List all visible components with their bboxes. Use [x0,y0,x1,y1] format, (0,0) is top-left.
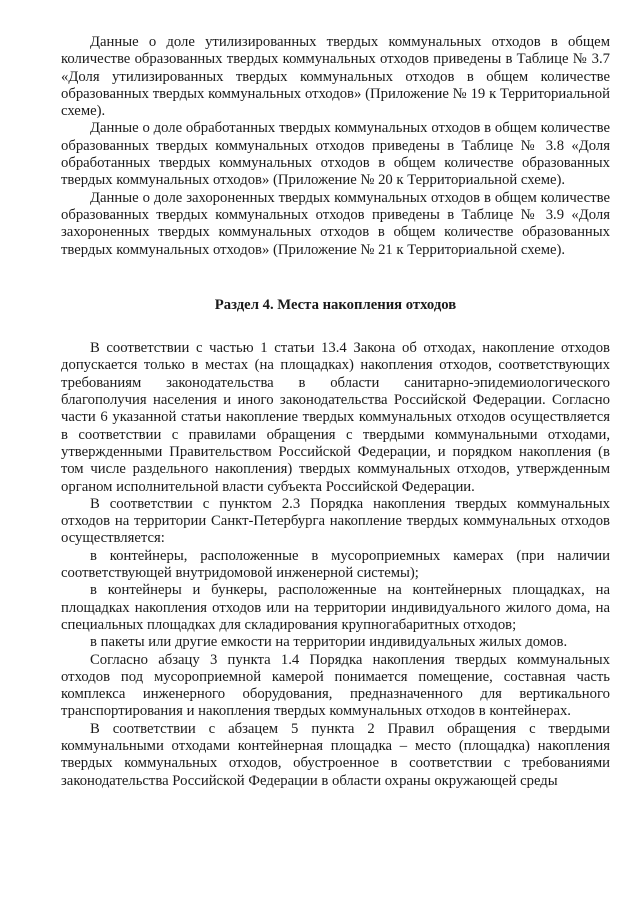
document-page [61,34,610,790]
list-item-container-sites: в контейнеры и бункеры, расположенные на контейнерных площадках, на площадках накопления отходов или на территории индивидуального жилого дома, на специальных площадках для складирования крупногабаритных отходов; [61,582,610,633]
section-title: Раздел 4. Места накопления отходов [214,296,457,313]
spacer [61,259,610,297]
paragraph-utilized-waste: Данные о доле утилизированных твердых коммунальных отходов в общем количестве образованных твердых коммунальных отходов приведены в Таблице № 3.7 «Доля утилизированных твердых коммунальных отходов в общем количестве образованных твердых коммунальных отходов» (Приложение № 19 к Территориальной схеме). [61,34,610,120]
list-item-bags: в пакеты или другие емкости на территории индивидуальных жилых домов. [90,634,568,651]
paragraph-spb-order: В соответствии с пунктом 2.3 Порядка накопления твердых коммунальных отходов на территории Санкт-Петербурга накопление твердых коммунальных отходов осуществляется: [61,495,610,547]
paragraph-chamber-definition: Согласно абзацу 3 пункта 1.4 Порядка накопления твердых коммунальных отходов под мусороприемной камерой понимается помещение, составная часть комплекса инженерного оборудования, предназначенного для вертикального транспортирования и накопления твердых коммунальных отходов в контейнерах. [61,651,610,720]
paragraph-accumulation-law: В соответствии с частью 1 статьи 13.4 Закона об отходах, накопление отходов допускается только в местах (на площадках) накопления отходов, соответствующих требованиям законодательства в области санитарно-эпидемиологического благополучия населения и иного законодательства Российской Федерации. Согласно части 6 указанной статьи накопление твердых коммунальных отходов осуществляется в соответствии с правилами обращения с твердыми коммунальными отходами, утвержденными Правительством Российской Федерации, и порядком накопления (в том числе раздельного накопления) твердых коммунальных отходов, утвержденным органом исполнительной власти субъекта Российской Федерации. [61,340,610,495]
list-item-chambers: в контейнеры, расположенные в мусороприемных камерах (при наличии соответствующей внутридомовой инженерной системы); [61,547,610,582]
spacer [61,314,610,340]
paragraph-processed-waste: Данные о доле обработанных твердых коммунальных отходов в общем количестве образованных твердых коммунальных отходов приведены в Таблице № 3.8 «Доля обработанных твердых коммунальных отходов в общем количестве образованных твердых коммунальных отходов» (Приложение № 20 к Территориальной схеме). [61,120,610,189]
paragraph-container-site-definition: В соответствии с абзацем 5 пункта 2 Правил обращения с твердыми коммунальными отходами контейнерная площадка – место (площадка) накопления твердых коммунальных отходов, обустроенное в соответствии с требованиями законодательства Российской Федерации в области охраны окружающей среды [61,720,610,789]
paragraph-buried-waste: Данные о доле захороненных твердых коммунальных отходов в общем количестве образованных твердых коммунальных отходов приведены в Таблице № 3.9 «Доля захороненных твердых коммунальных отходов в общем количестве образованных твердых коммунальных отходов» (Приложение № 21 к Территориальной схеме). [61,189,610,258]
